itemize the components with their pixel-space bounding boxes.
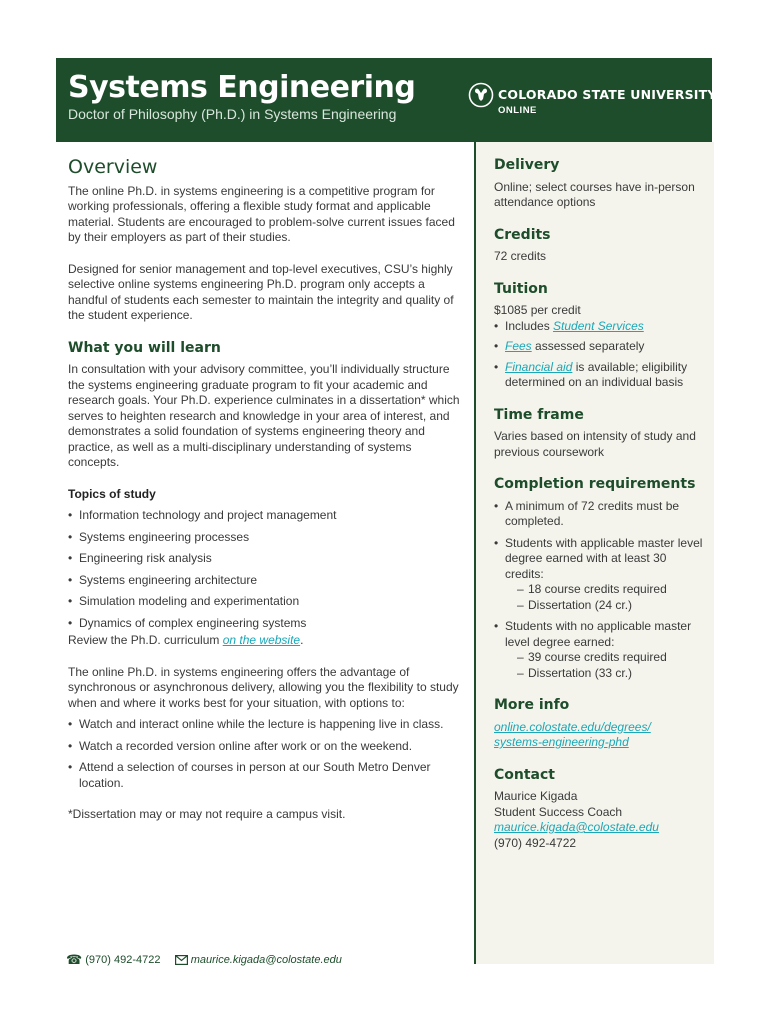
main-column: [68, 156, 460, 823]
logo-subtext: ONLINE: [498, 105, 537, 116]
header-banner: [56, 58, 717, 142]
contact-email-link[interactable]: maurice.kigada@colostate.edu: [494, 820, 659, 834]
delivery-text: Online; select courses have in-person attendance options: [494, 179, 695, 209]
delivery-heading: Delivery: [494, 157, 560, 173]
phone-icon: ☎: [66, 952, 83, 967]
credits-heading: Credits: [494, 226, 551, 243]
delivery-options-list: [68, 717, 460, 791]
sidebar: [474, 142, 714, 964]
contact-name: Maurice Kigada: [494, 789, 578, 803]
list-item: – 18 course credits required: [517, 582, 706, 598]
credits-section: [494, 228, 706, 265]
moreinfo-section: [494, 698, 706, 751]
includes-text: Includes: [505, 318, 554, 333]
ram-head-icon: [468, 82, 494, 108]
dissertation-note: *Dissertation may or may not require a campus visit.: [68, 807, 346, 821]
list-item: • Watch and interact online while the lecture is happening live in class.: [68, 717, 460, 733]
learn-paragraph: In consultation with your advisory committee, you’ll individually structure the systems engineering graduate program to fit your academic and research goals. Your Ph.D. experience culminates in a dissertation* which serves to heighten research and knowledge in your area of interest, and demonstrates a solid foundation of systems engineering theory and practice, as well as a multi-disciplinary understanding of systems concepts.: [68, 362, 460, 469]
list-item: • Systems engineering architecture: [68, 573, 460, 589]
topics-list: [68, 508, 460, 631]
overview-paragraph-1: The online Ph.D. in systems engineering is a competitive program for working professionals, offering a flexible study format and applicable material. Students are encouraged to problem-solve current issues faced by their employers as part of their studies.: [68, 183, 455, 244]
student-services-link[interactable]: Student Services: [553, 318, 644, 333]
list-item: • Engineering risk analysis: [68, 551, 460, 567]
envelope-icon: [175, 955, 188, 965]
learn-heading: What you will learn: [68, 339, 221, 356]
list-item: • A minimum of 72 credits must be completed.: [494, 499, 706, 530]
completion-b2-sublist: [505, 582, 706, 613]
tuition-list: [494, 319, 706, 391]
fees-link[interactable]: Fees: [505, 339, 532, 353]
list-item: • Watch a recorded version online after work or on the weekend.: [68, 739, 460, 755]
delivery-section: [494, 158, 706, 211]
contact-section: [494, 768, 706, 852]
tuition-heading: Tuition: [494, 280, 548, 297]
delivery-paragraph: The online Ph.D. in systems engineering offers the advantage of synchronous or asynchronous delivery, allowing you the flexibility to study when and where it works best for your situation, with options to:: [68, 664, 459, 710]
completion-b3-text: Students with no applicable master level degree earned:: [505, 619, 692, 649]
moreinfo-link-line2[interactable]: systems-engineering-phd: [494, 735, 629, 749]
curriculum-review: [68, 633, 460, 649]
tuition-text: $1085 per credit: [494, 303, 581, 317]
sidebar-content: [494, 158, 706, 868]
completion-list: [494, 499, 706, 682]
fees-text: assessed separately: [531, 339, 645, 353]
page-title: Systems Engineering: [68, 70, 416, 105]
financial-aid-text: is available; eligibility determined on an individual basis: [505, 359, 688, 389]
list-item: [494, 619, 706, 681]
timeframe-section: [494, 408, 706, 461]
completion-section: [494, 477, 706, 681]
tuition-section: [494, 282, 706, 391]
list-item: – 39 course credits required: [517, 650, 706, 666]
list-item: • Information technology and project management: [68, 508, 460, 524]
list-item: • Attend a selection of courses in person at our South Metro Denver location.: [68, 760, 460, 791]
contact-role: Student Success Coach: [494, 804, 623, 819]
financial-aid-link[interactable]: Financial aid: [505, 359, 573, 374]
list-item: • Dynamics of complex engineering systems: [68, 616, 460, 632]
completion-b3-sublist: [505, 650, 706, 681]
overview-paragraph-2: Designed for senior management and top-level executives, CSU’s highly selective online systems engineering Ph.D. program only accepts a handful of students each semester to maintain the integrity and quality of the student experience.: [68, 261, 454, 322]
footer-email-link[interactable]: maurice.kigada@colostate.edu: [190, 953, 342, 966]
page-subtitle: Doctor of Philosophy (Ph.D.) in Systems Engineering: [68, 106, 397, 122]
list-item: – Dissertation (33 cr.): [517, 666, 706, 682]
list-item: • Simulation modeling and experimentation: [68, 594, 460, 610]
list-item: • Systems engineering processes: [68, 530, 460, 546]
completion-heading: Completion requirements: [494, 476, 696, 492]
completion-b2-text: Students with applicable master level degree earned with at least 30 credits:: [505, 535, 703, 581]
list-item: – Dissertation (24 cr.): [517, 598, 706, 614]
list-item: [494, 339, 706, 355]
contact-heading: Contact: [494, 766, 555, 783]
timeframe-text: Varies based on intensity of study and previous coursework: [494, 429, 696, 459]
timeframe-heading: Time frame: [494, 406, 584, 423]
curriculum-text: Review the Ph.D. curriculum: [68, 633, 223, 647]
list-item: [494, 360, 706, 391]
list-item: [494, 319, 706, 335]
moreinfo-link-line1[interactable]: online.colostate.edu/degrees/: [494, 719, 651, 734]
contact-phone: (970) 492-4722: [494, 835, 577, 850]
overview-heading: Overview: [68, 156, 158, 178]
logo-wordmark: COLORADO STATE UNIVERSITY: [498, 87, 717, 102]
list-item: [494, 536, 706, 614]
topics-heading: Topics of study: [68, 486, 156, 501]
footer-phone: (970) 492-4722: [85, 954, 161, 966]
credits-text: 72 credits: [494, 249, 547, 263]
footer-contact: [66, 952, 342, 968]
moreinfo-heading: More info: [494, 697, 570, 713]
university-logo: [468, 82, 717, 120]
curriculum-link[interactable]: on the website: [222, 633, 301, 647]
curriculum-period: .: [300, 633, 304, 647]
